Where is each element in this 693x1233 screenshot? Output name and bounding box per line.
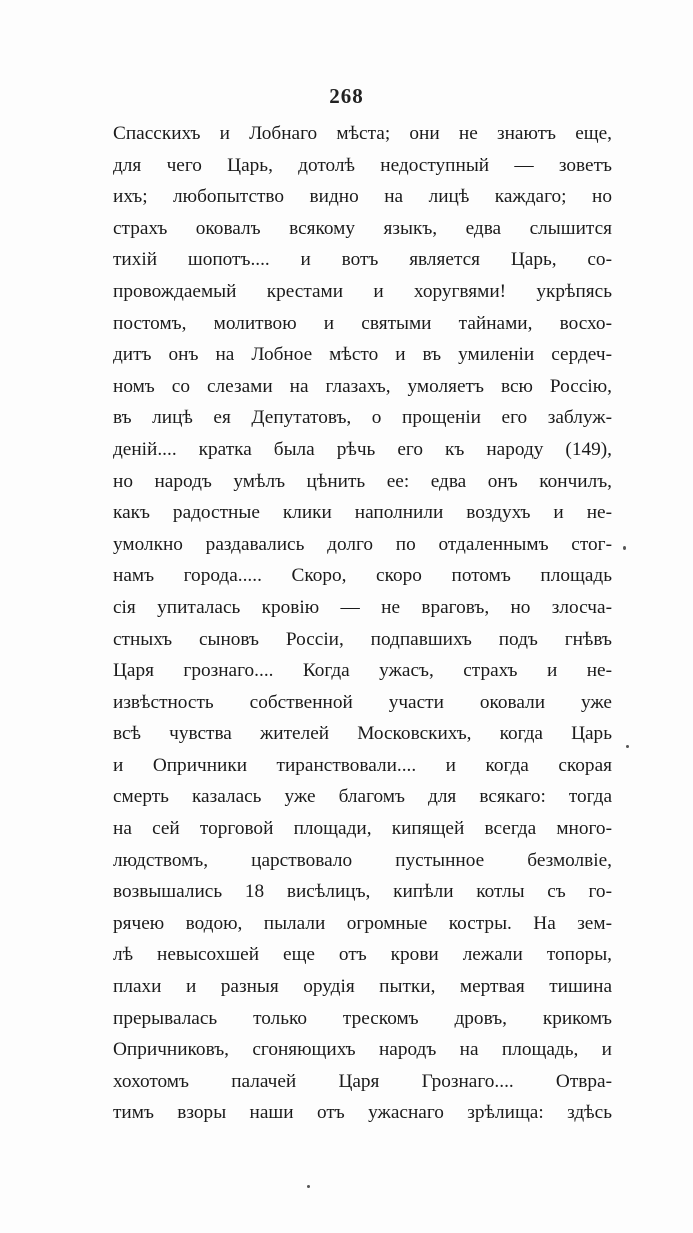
text-line: тихій шопотъ.... и вотъ является Царь, со- [113,249,612,271]
text-line: хохотомъ палачей Царя Грознаго.... Отвра- [113,1070,612,1092]
text-line: стныхъ сыновъ Россіи, подпавшихъ подъ гнѣвъ [113,628,612,650]
text-line: умолкно раздавались долго по отдаленнымъ стог- [113,533,612,555]
text-line: рячею водою, пылали огромные костры. На зем- [113,912,612,934]
text-line: страхъ оковалъ всякому языкъ, едва слышится [113,217,612,239]
text-line: всѣ чувства жителей Московскихъ, когда Царь [113,723,612,745]
text-line: прерывалась только трескомъ дровъ, крикомъ [113,1007,612,1029]
text-line: и Опричники тиранствовали.... и когда скорая [113,754,612,776]
text-line: плахи и разныя орудія пытки, мертвая тишина [113,976,612,998]
text-line: номъ со слезами на глазахъ, умоляетъ всю Россію, [113,375,612,397]
scan-speck [623,546,626,550]
text-line: Царя грознаго.... Когда ужасъ, страхъ и не- [113,660,612,682]
text-line: но народъ умѣлъ цѣнить ее: едва онъ кончилъ, [113,470,612,492]
body-text [113,118,612,1129]
text-line: провождаемый крестами и хоругвями! укрѣпясь [113,280,612,302]
text-line: людствомъ, царствовало пустынное безмолвіе, [113,849,612,871]
text-line: смерть казалась уже благомъ для всякаго: тогда [113,786,612,808]
page-number: 268 [329,84,364,108]
text-line: дитъ онъ на Лобное мѣсто и въ умиленіи сердеч- [113,344,612,366]
text-line: на сей торговой площади, кипящей всегда много- [113,818,612,840]
scan-speck [307,1185,310,1188]
text-line: для чего Царь, дотолѣ недоступный — зоветъ [113,154,612,176]
text-line: намъ города..... Скоро, скоро потомъ площадь [113,565,612,587]
text-line: сія упиталась кровію — не враговъ, но злосча- [113,596,612,618]
text-line: деній.... кратка была рѣчь его къ народу (149), [113,438,612,460]
text-line: постомъ, молитвою и святыми тайнами, восхо- [113,312,612,334]
text-line: лѣ невысохшей еще отъ крови лежали топоры, [113,944,612,966]
text-line: Опричниковъ, сгоняющихъ народъ на площадь, и [113,1039,612,1061]
scan-speck [626,745,629,748]
text-line: извѣстность собственной участи оковали уже [113,691,612,713]
text-line: тимъ взоры наши отъ ужаснаго зрѣлища: здѣсь [113,1102,612,1124]
text-line: какъ радостные клики наполнили воздухъ и не- [113,502,612,524]
text-line: ихъ; любопытство видно на лицѣ каждаго; но [113,186,612,208]
text-line: въ лицѣ ея Депутатовъ, о прощеніи его заблуж- [113,407,612,429]
text-line: возвышались 18 висѣлицъ, кипѣли котлы съ го- [113,881,612,903]
text-line: Спасскихъ и Лобнаго мѣста; они не знаютъ еще, [113,123,612,144]
